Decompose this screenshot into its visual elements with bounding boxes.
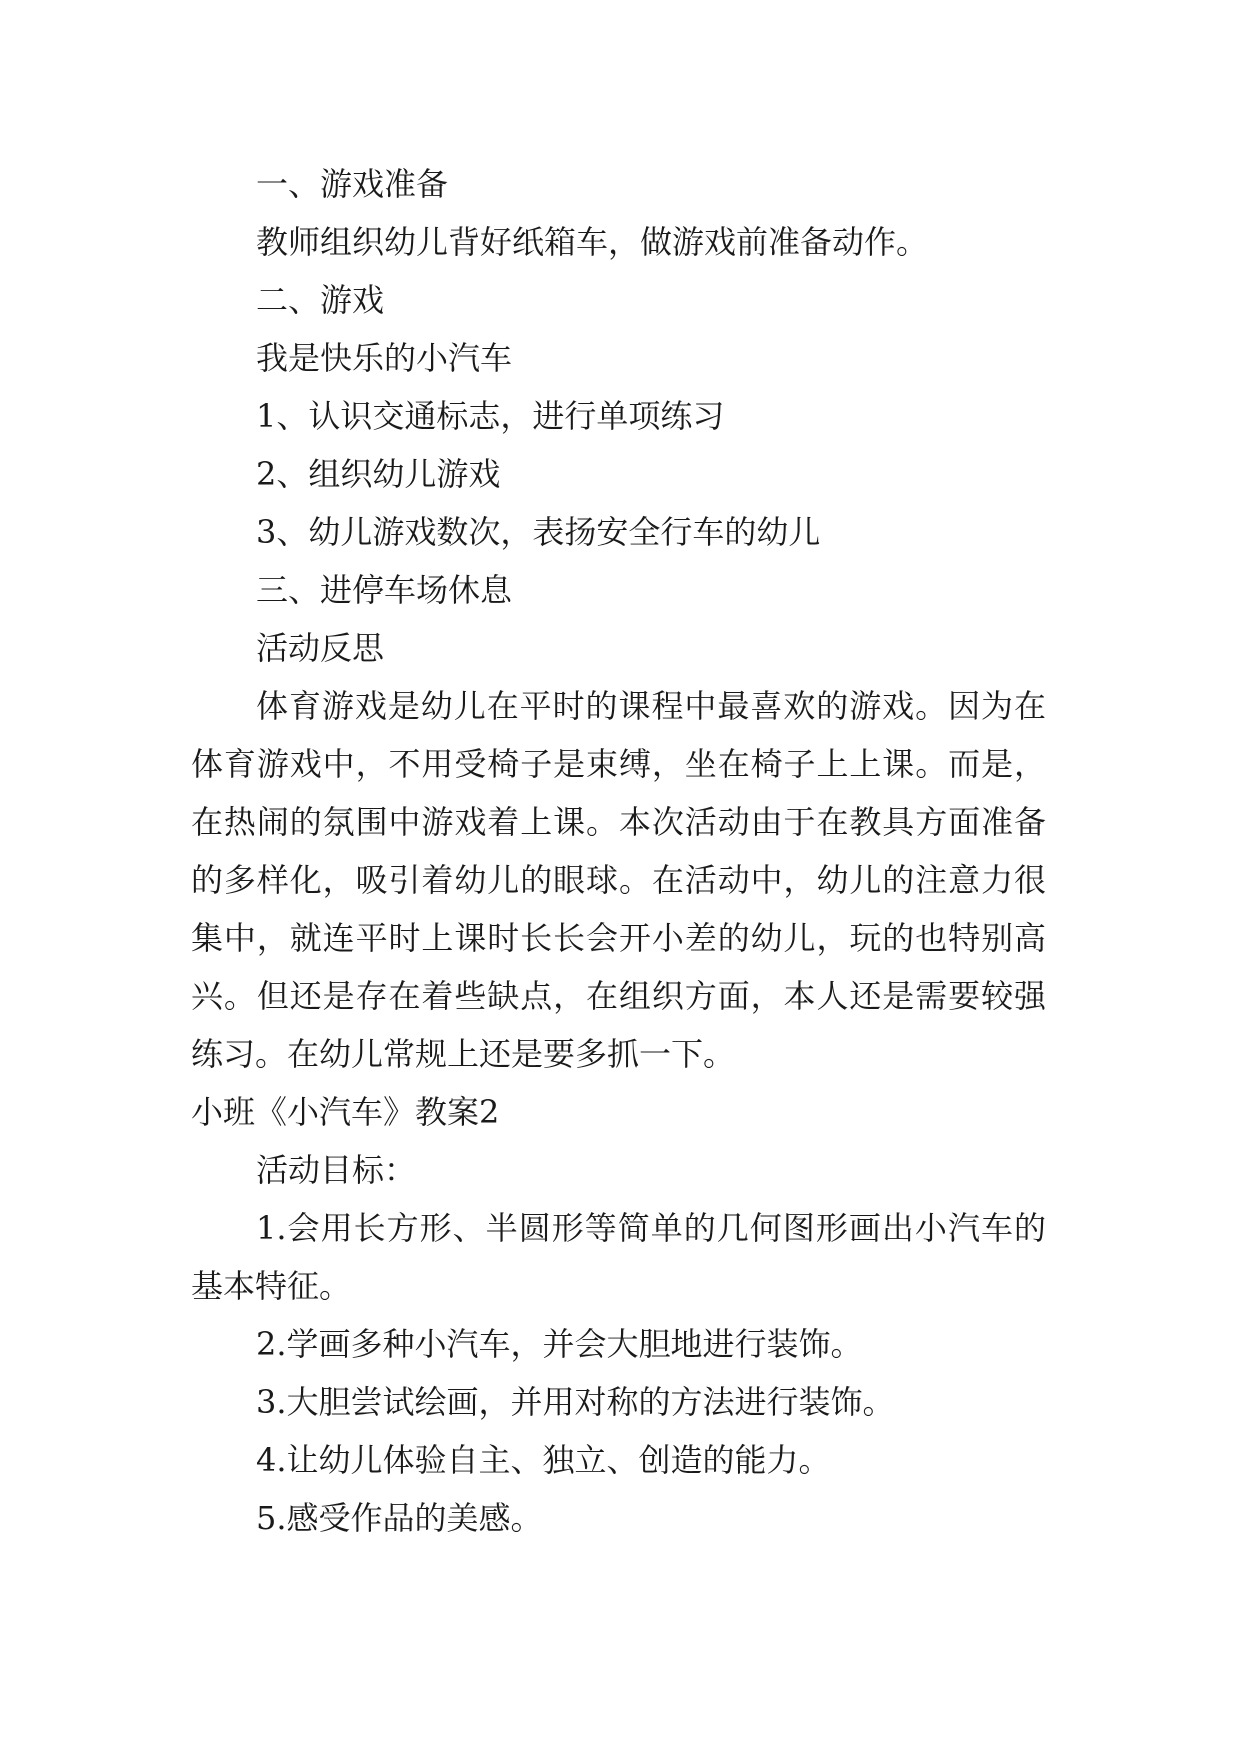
goal-line: 1.会用长方形、半圆形等简单的几何图形画出小汽车的 — [256, 1209, 1046, 1247]
paragraph-line: 练习。在幼儿常规上还是要多抓一下。 — [191, 1035, 736, 1073]
goal-line: 2.学画多种小汽车，并会大胆地进行装饰。 — [256, 1325, 863, 1363]
heading-game-preparation: 一、游戏准备 — [256, 165, 449, 203]
goal-line: 3.大胆尝试绘画，并用对称的方法进行装饰。 — [256, 1383, 895, 1421]
goal-item — [191, 1315, 1046, 1373]
game-step-item: 2、组织幼儿游戏 — [256, 455, 501, 493]
heading-rest: 三、进停车场休息 — [256, 571, 513, 609]
game-step-item: 3、幼儿游戏数次，表扬安全行车的幼儿 — [256, 513, 821, 551]
goals-list — [191, 1199, 1046, 1547]
paragraph-line: 兴。但还是存在着些缺点，在组织方面，本人还是需要较强 — [191, 977, 1046, 1015]
heading-game: 二、游戏 — [256, 281, 385, 319]
lesson-title: 小班《小汽车》教案2 — [191, 1093, 500, 1131]
game-steps-list — [191, 387, 1046, 561]
goal-line: 5.感受作品的美感。 — [256, 1499, 543, 1537]
paragraph-line: 体育游戏中，不用受椅子是束缚，坐在椅子上上课。而是， — [191, 745, 1046, 783]
game-step-item: 1、认识交通标志，进行单项练习 — [256, 397, 725, 435]
reflection-paragraph — [191, 677, 1046, 1083]
goal-item — [191, 1431, 1046, 1489]
paragraph-line: 集中，就连平时上课时长长会开小差的幼儿，玩的也特别高 — [191, 919, 1046, 957]
paragraph-line: 在热闹的氛围中游戏着上课。本次活动由于在教具方面准备 — [191, 803, 1046, 841]
goal-line: 基本特征。 — [191, 1267, 352, 1305]
preparation-text: 教师组织幼儿背好纸箱车，做游戏前准备动作。 — [256, 223, 929, 261]
document-body — [191, 155, 1046, 1547]
goal-item — [191, 1199, 1046, 1315]
game-title: 我是快乐的小汽车 — [256, 339, 513, 377]
goal-item — [191, 1489, 1046, 1547]
paragraph-line: 体育游戏是幼儿在平时的课程中最喜欢的游戏。因为在 — [256, 687, 1046, 725]
paragraph-line: 的多样化，吸引着幼儿的眼球。在活动中，幼儿的注意力很 — [191, 861, 1046, 899]
goal-line: 4.让幼儿体验自主、独立、创造的能力。 — [256, 1441, 831, 1479]
heading-activity-goals: 活动目标： — [256, 1151, 417, 1189]
goal-item — [191, 1373, 1046, 1431]
heading-reflection: 活动反思 — [256, 629, 385, 667]
